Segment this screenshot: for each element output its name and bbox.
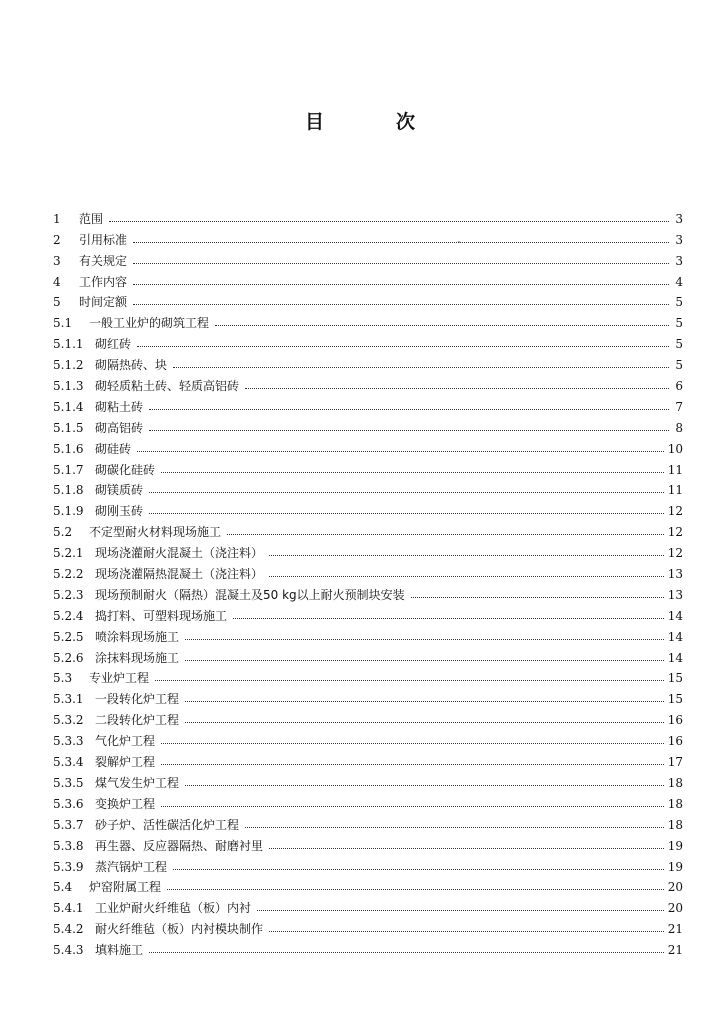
toc-entry-label: 砌红砖 [95,337,132,352]
toc-entry-number: 5.4 [53,880,73,895]
toc-entry-page: 19 [667,859,683,874]
toc-entry[interactable] [53,769,683,790]
toc-entry-number: 5.3.1 [53,692,84,707]
toc-entry-page: 14 [667,608,683,623]
toc-entry-number: 5.3.9 [53,859,84,874]
toc-entry-page: 3 [675,232,683,247]
toc-leader-dots [233,617,664,619]
toc-entry-label: 填料施工 [95,943,144,958]
toc-entry-page: 21 [667,943,683,958]
toc-entry[interactable] [53,309,683,330]
toc-entry-number: 5.3.7 [53,817,84,832]
toc-entry-page: 5 [675,358,683,373]
toc-leader-dots [133,262,669,264]
toc-entry-number: 3 [53,253,61,268]
toc-entry-label: 一般工业炉的砌筑工程 [89,316,210,331]
toc-leader-dots [185,721,664,723]
toc-entry-page: 4 [675,274,683,289]
toc-entry[interactable] [53,226,683,247]
toc-entry-page: 16 [667,734,683,749]
toc-leader-dots [109,220,669,222]
toc-leader-dots [161,471,664,473]
toc-entry-number: 5 [53,295,61,310]
toc-entry-label: 砂子炉、活性碳活化炉工程 [95,817,240,832]
toc-leader-dots [137,345,669,347]
toc-entry-label: 再生器、反应器隔热、耐磨衬里 [95,838,264,853]
toc-leader-dots [269,930,664,932]
toc-entry-number: 5.3.6 [53,796,84,811]
toc-entry[interactable] [53,289,683,310]
toc-entry-label: 一段转化炉工程 [95,692,180,707]
toc-entry[interactable] [53,832,683,853]
toc-entry-page: 12 [667,525,683,540]
toc-entry-label: 炉窑附属工程 [89,880,162,895]
toc-entry[interactable] [53,560,683,581]
toc-entry[interactable] [53,790,683,811]
toc-entry-label: 煤气发生炉工程 [95,775,180,790]
toc-entry-number: 5.2.4 [53,608,84,623]
toc-leader-dots [185,700,664,702]
toc-entry[interactable] [53,685,683,706]
toc-entry-label: 专业炉工程 [89,671,150,686]
toc-leader-dots [149,491,664,493]
toc-entry-number: 5.4.1 [53,901,84,916]
toc-leader-dots [185,638,664,640]
toc-entry[interactable] [53,853,683,874]
toc-entry-label: 工业炉耐火纤维毡（板）内衬 [95,901,252,916]
page-title [0,107,722,134]
toc-entry[interactable] [53,706,683,727]
table-of-contents [53,205,683,957]
toc-entry-number: 5.2.3 [53,587,84,602]
toc-entry-page: 6 [675,379,683,394]
toc-entry-label: 工作内容 [79,274,128,289]
toc-entry-number: 5.3.5 [53,775,84,790]
toc-entry[interactable] [53,393,683,414]
toc-leader-dots [173,868,664,870]
toc-entry-label: 涂抹料现场施工 [95,650,180,665]
toc-entry-number: 5.2 [53,525,73,540]
toc-entry-label: 时间定额 [79,295,128,310]
toc-entry[interactable] [53,456,683,477]
toc-entry-number: 5.1.3 [53,379,84,394]
toc-entry[interactable] [53,894,683,915]
toc-leader-dots [411,596,664,598]
toc-entry-page: 13 [667,567,683,582]
toc-entry-label: 蒸汽锅炉工程 [95,859,168,874]
toc-entry[interactable] [53,936,683,957]
toc-entry-page: 5 [675,295,683,310]
toc-entry-page: 15 [667,671,683,686]
toc-entry-label: 砌高铝砖 [95,420,144,435]
toc-leader-dots [137,450,664,452]
toc-entry-page: 20 [667,880,683,895]
toc-leader-dots [167,888,664,890]
toc-leader-dots [185,659,664,661]
toc-entry-label: 有关规定 [79,253,128,268]
toc-leader-dots [149,512,664,514]
toc-leader-dots [133,303,669,305]
toc-entry[interactable] [53,330,683,351]
toc-leader-dots [161,763,664,765]
toc-entry[interactable] [53,748,683,769]
toc-entry-number: 5.3.8 [53,838,84,853]
toc-entry-page: 5 [675,316,683,331]
toc-entry-number: 5.2.5 [53,629,84,644]
toc-entry[interactable] [53,727,683,748]
toc-entry-page: 19 [667,838,683,853]
title-char-2: 次 [396,111,418,133]
toc-entry-page: 7 [675,399,683,414]
toc-entry-label: 不定型耐火材料现场施工 [89,525,222,540]
toc-leader-dots [161,805,664,807]
toc-leader-dots [269,575,664,577]
toc-entry-label: 气化炉工程 [95,734,156,749]
toc-entry-number: 5.4.2 [53,922,84,937]
toc-entry[interactable] [53,623,683,644]
toc-entry-number: 5.4.3 [53,943,84,958]
toc-leader-dots [149,429,669,431]
toc-entry-label: 裂解炉工程 [95,755,156,770]
toc-entry-number: 5.3 [53,671,73,686]
toc-entry-label: 砌粘土砖 [95,399,144,414]
toc-leader-dots [161,742,664,744]
toc-leader-dots [269,847,664,849]
toc-entry-page: 14 [667,629,683,644]
toc-entry-number: 5.3.4 [53,755,84,770]
toc-entry-label: 现场浇灌耐火混凝土（浇注料） [95,546,264,561]
toc-entry[interactable] [53,644,683,665]
toc-entry-label: 砌硅砖 [95,441,132,456]
toc-entry-number: 5.3.2 [53,713,84,728]
toc-entry[interactable] [53,602,683,623]
toc-entry-label: 现场预制耐火（隔热）混凝土及50 kg以上耐火预制块安装 [95,587,405,602]
toc-leader-dots [133,241,669,243]
toc-entry[interactable] [53,581,683,602]
toc-entry-number: 5.1.5 [53,420,84,435]
toc-entry[interactable] [53,247,683,268]
toc-entry[interactable] [53,477,683,498]
toc-entry-page: 8 [675,420,683,435]
toc-entry-page: 17 [667,755,683,770]
toc-entry[interactable] [53,205,683,226]
toc-entry-label: 砌轻质粘土砖、轻质高铝砖 [95,379,240,394]
toc-leader-dots [155,679,664,681]
toc-entry-number: 2 [53,232,61,247]
toc-entry-page: 11 [667,462,683,477]
toc-leader-dots [215,324,669,326]
toc-entry-number: 5.1 [53,316,73,331]
toc-entry-number: 4 [53,274,61,289]
toc-leader-dots [149,951,664,953]
toc-entry[interactable] [53,539,683,560]
toc-entry-number: 1 [53,211,61,226]
toc-entry-page: 3 [675,211,683,226]
toc-leader-dots [227,533,664,535]
toc-entry[interactable] [53,874,683,895]
toc-entry-page: 12 [667,546,683,561]
toc-leader-dots [149,408,669,410]
toc-entry-label: 捣打料、可塑料现场施工 [95,608,228,623]
toc-entry-page: 12 [667,504,683,519]
toc-entry-page: 18 [667,775,683,790]
toc-entry-page: 14 [667,650,683,665]
toc-entry-label: 砌刚玉砖 [95,504,144,519]
toc-entry-number: 5.1.1 [53,337,84,352]
toc-entry-number: 5.1.2 [53,358,84,373]
toc-entry-page: 11 [667,483,683,498]
toc-entry-label: 喷涂料现场施工 [95,629,180,644]
toc-entry-number: 5.1.6 [53,441,84,456]
toc-leader-dots [185,784,664,786]
toc-entry-label: 范围 [79,211,104,226]
toc-entry-label: 变换炉工程 [95,796,156,811]
toc-entry-number: 5.1.8 [53,483,84,498]
toc-entry-number: 5.2.6 [53,650,84,665]
toc-entry-label: 砌隔热砖、块 [95,358,168,373]
toc-entry-number: 5.2.2 [53,567,84,582]
toc-entry[interactable] [53,497,683,518]
toc-leader-dots [133,283,669,285]
toc-entry-label: 现场浇灌隔热混凝土（浇注料） [95,567,264,582]
toc-entry[interactable] [53,268,683,289]
toc-entry-page: 16 [667,713,683,728]
toc-entry[interactable] [53,414,683,435]
toc-entry-page: 5 [675,337,683,352]
title-char-1: 目 [304,111,326,133]
toc-entry-number: 5.2.1 [53,546,84,561]
toc-entry[interactable] [53,665,683,686]
toc-entry[interactable] [53,351,683,372]
toc-entry-number: 5.1.9 [53,504,84,519]
toc-leader-dots [245,826,664,828]
toc-entry-number: 5.3.3 [53,734,84,749]
toc-entry[interactable] [53,915,683,936]
toc-entry-label: 二段转化炉工程 [95,713,180,728]
toc-leader-dots [173,366,669,368]
toc-entry[interactable] [53,435,683,456]
toc-entry-page: 21 [667,922,683,937]
toc-entry-number: 5.1.4 [53,399,84,414]
toc-entry-label: 砌镁质砖 [95,483,144,498]
toc-entry-page: 15 [667,692,683,707]
toc-entry-page: 3 [675,253,683,268]
toc-entry-label: 引用标准 [79,232,128,247]
toc-entry-label: 砌碳化硅砖 [95,462,156,477]
toc-entry-page: 20 [667,901,683,916]
toc-entry-page: 18 [667,796,683,811]
toc-entry-number: 5.1.7 [53,462,84,477]
toc-leader-dots [269,554,664,556]
toc-entry-page: 13 [667,587,683,602]
toc-leader-dots [257,909,664,911]
toc-entry-label: 耐火纤维毡（板）内衬模块制作 [95,922,264,937]
toc-entry-page: 18 [667,817,683,832]
toc-entry[interactable] [53,811,683,832]
toc-entry-page: 10 [667,441,683,456]
toc-leader-dots [245,387,669,389]
toc-entry[interactable] [53,372,683,393]
toc-entry[interactable] [53,518,683,539]
